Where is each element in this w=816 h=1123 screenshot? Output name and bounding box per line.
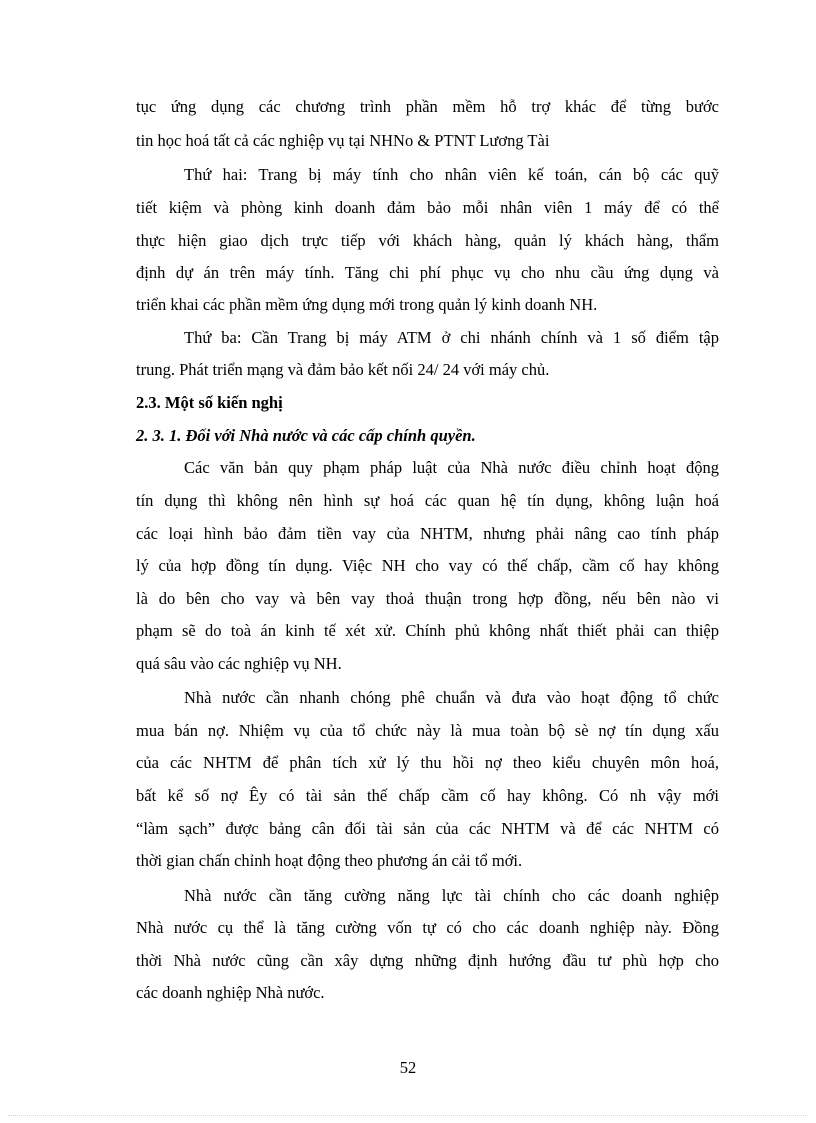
text-line: tiết kiệm và phòng kinh doanh đảm bảo mỗi nhân viên 1 máy để có thể bbox=[136, 198, 719, 217]
text-line: Các văn bản quy phạm pháp luật của Nhà nước điều chỉnh hoạt động bbox=[184, 458, 719, 477]
subsection-heading: 2. 3. 1. Đối với Nhà nước và các cấp chính quyền. bbox=[136, 426, 476, 445]
page-bottom-divider bbox=[8, 1115, 808, 1116]
section-heading: 2.3. Một số kiến nghị bbox=[136, 393, 283, 412]
text-line: Nhà nước cần nhanh chóng phê chuẩn và đưa vào hoạt động tổ chức bbox=[184, 688, 719, 707]
text-line: Nhà nước cần tăng cường năng lực tài chính cho các doanh nghiệp bbox=[184, 886, 719, 905]
text-line: tục ứng dụng các chương trình phần mềm hỗ trợ khác để từng bước bbox=[136, 97, 719, 116]
text-line: bất kể số nợ Êy có tài sản thế chấp cầm cố hay không. Có nh vậy mới bbox=[136, 786, 719, 805]
text-line: thực hiện giao dịch trực tiếp với khách hàng, quản lý khách hàng, thẩm bbox=[136, 231, 719, 250]
text-line: trung. Phát triển mạng và đảm bảo kết nối 24/ 24 với máy chủ. bbox=[136, 360, 550, 379]
text-line: lý của hợp đồng tín dụng. Việc NH cho vay có thế chấp, cầm cố hay không bbox=[136, 556, 719, 575]
text-line: các loại hình bảo đảm tiền vay của NHTM, nhưng phải nâng cao tính pháp bbox=[136, 524, 719, 543]
text-line: phạm sẽ do toà án kinh tế xét xử. Chính phủ không nhất thiết phải can thiệp bbox=[136, 621, 719, 640]
text-line: các doanh nghiệp Nhà nước. bbox=[136, 983, 325, 1002]
text-line: là do bên cho vay và bên vay thoả thuận trong hợp đồng, nếu bên nào vi bbox=[136, 589, 719, 608]
text-line: Nhà nước cụ thể là tăng cường vốn tự có cho các doanh nghiệp này. Đồng bbox=[136, 918, 719, 937]
text-line: quá sâu vào các nghiệp vụ NH. bbox=[136, 654, 342, 673]
text-line: Thứ hai: Trang bị máy tính cho nhân viên kế toán, cán bộ các quỹ bbox=[184, 165, 719, 184]
text-line: triển khai các phần mềm ứng dụng mới trong quản lý kinh doanh NH. bbox=[136, 295, 598, 314]
text-line: thời gian chấn chỉnh hoạt động theo phương án cải tổ mới. bbox=[136, 851, 523, 870]
text-line: Thứ ba: Cần Trang bị máy ATM ở chi nhánh chính và 1 số điểm tập bbox=[184, 328, 719, 347]
page-number: 52 bbox=[399, 1058, 417, 1077]
text-line: thời Nhà nước cũng cần xây dựng những định hướng đầu tư phù hợp cho bbox=[136, 951, 719, 970]
text-line: “làm sạch” được bảng cân đối tài sản của các NHTM và để các NHTM có bbox=[136, 819, 719, 838]
text-line: định dự án trên máy tính. Tăng chi phí phục vụ cho nhu cầu ứng dụng và bbox=[136, 263, 719, 282]
text-line: tín dụng thì không nên hình sự hoá các quan hệ tín dụng, không luận hoá bbox=[136, 491, 719, 510]
text-line: của các NHTM để phân tích xử lý thu hồi nợ theo kiểu chuyên môn hoá, bbox=[136, 753, 719, 772]
text-line: tin học hoá tất cả các nghiệp vụ tại NHNo & PTNT Lương Tài bbox=[136, 131, 550, 150]
text-line: mua bán nợ. Nhiệm vụ của tổ chức này là mua toàn bộ sè nợ tín dụng xấu bbox=[136, 721, 719, 740]
